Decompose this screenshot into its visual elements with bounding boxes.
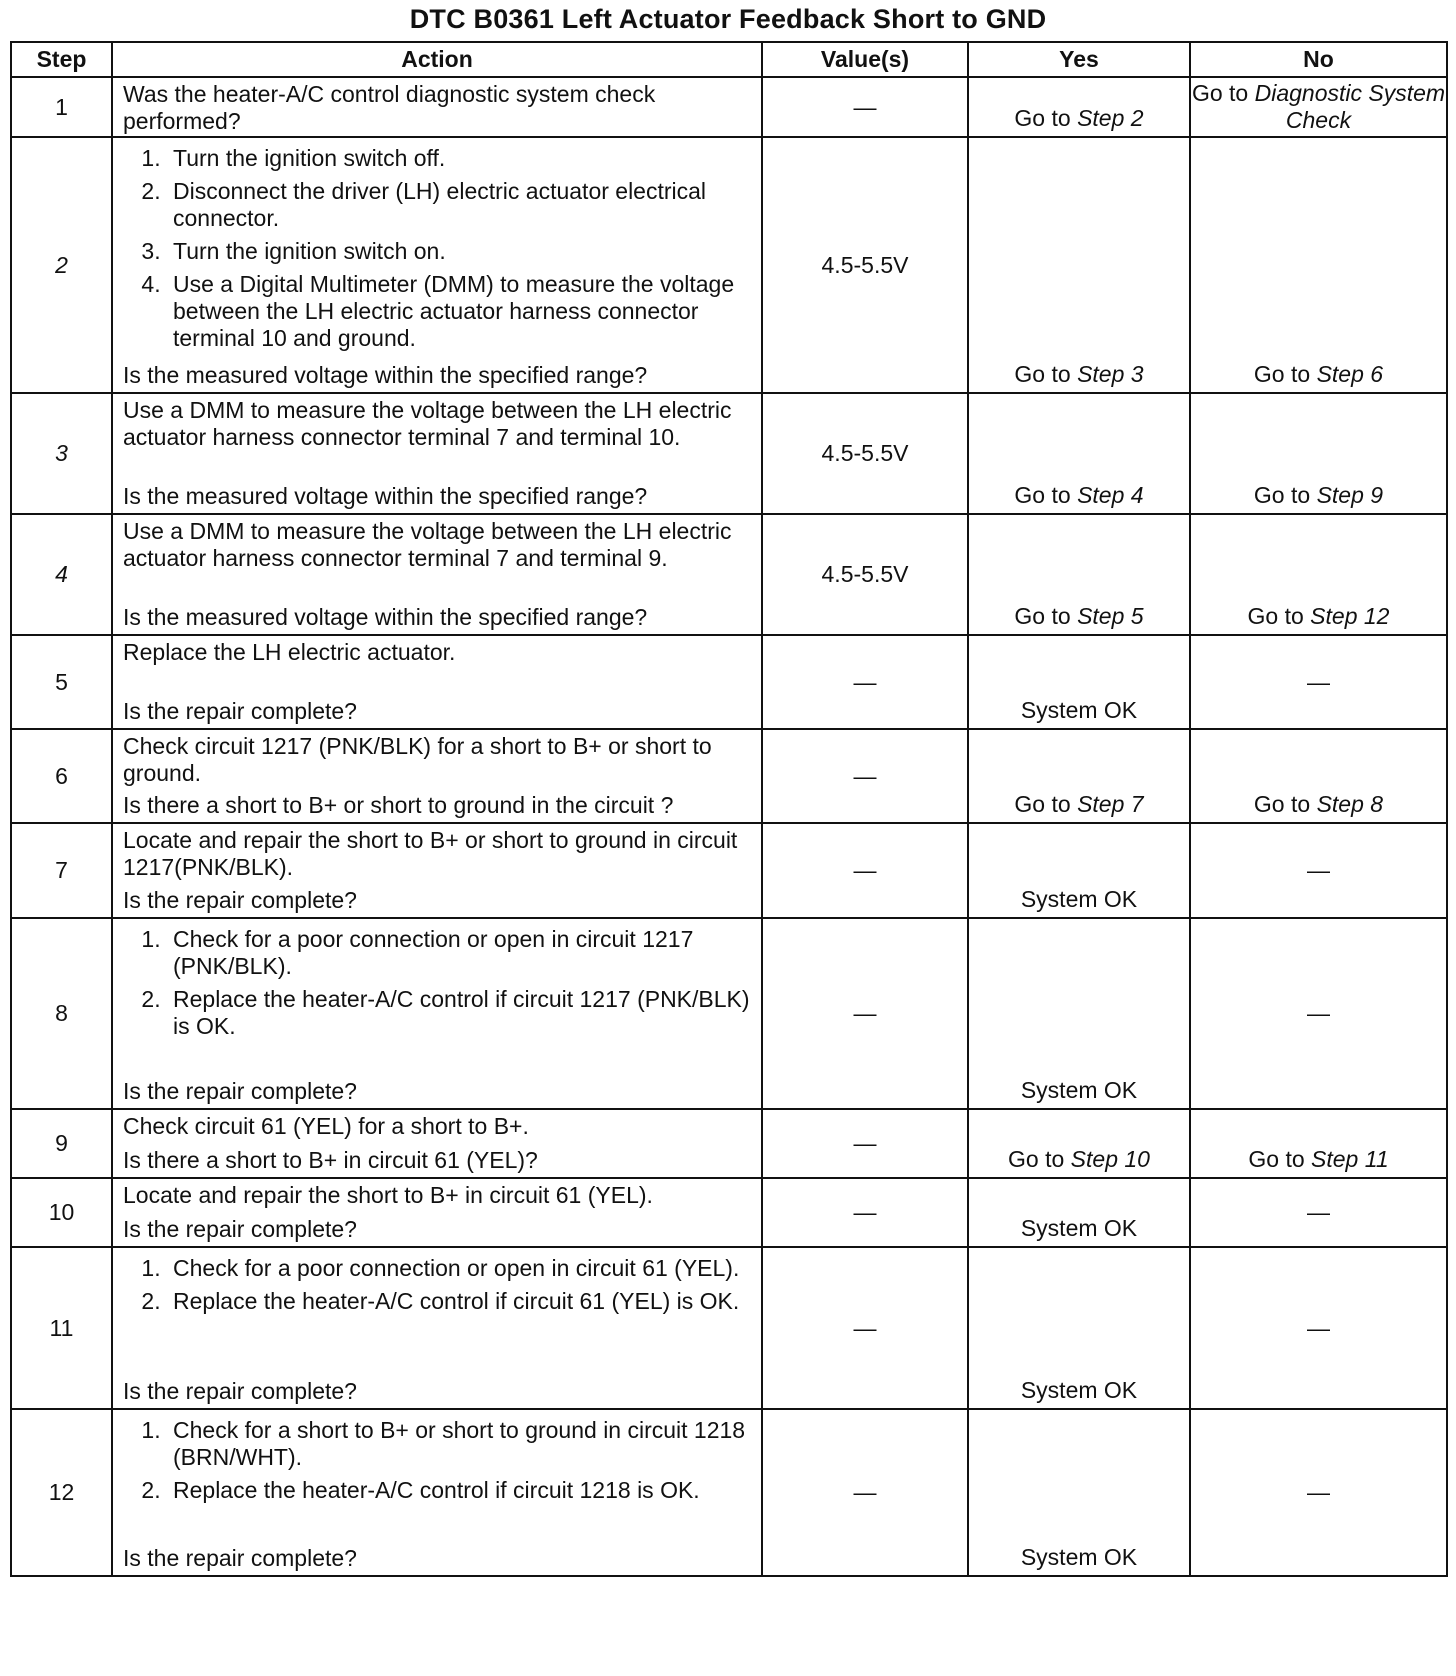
no-prefix: Go to [1253,791,1311,817]
action-text: Check circuit 61 (YEL) for a short to B+. [123,1113,529,1139]
no-result: — [1307,1199,1330,1225]
table-row [11,918,1447,1109]
value-text: 4.5-5.5V [821,561,909,587]
action-content [123,1182,751,1243]
step-number: 10 [48,1199,75,1225]
action-cell [112,137,762,393]
step-cell [11,823,112,918]
action-question: Is the repair complete? [123,1078,357,1104]
action-content [123,926,751,1105]
yes-step-link[interactable]: Step 7 [1077,791,1144,817]
yes-step-link[interactable]: Step 5 [1077,603,1144,629]
step-cell [11,1178,112,1247]
action-steps-list [123,1417,751,1504]
yes-outcome [969,1377,1189,1404]
value-cell [762,77,968,137]
action-question: Is the measured voltage within the specified range? [123,483,648,509]
yes-prefix: Go to [1014,105,1071,131]
no-step-link[interactable]: Step 11 [1311,1146,1389,1172]
yes-cell [968,729,1190,823]
no-step-link[interactable]: Step 8 [1316,791,1384,817]
yes-cell [968,137,1190,393]
value-cell [762,918,968,1109]
action-steps-list [123,1255,751,1315]
action-text: Use a DMM to measure the voltage between the LH electric actuator harness connector terminal 7 and terminal 10. [123,397,732,450]
header-step: Step [11,42,112,77]
yes-outcome [969,105,1189,132]
page-title: DTC B0361 Left Actuator Feedback Short to GND [409,4,1047,34]
action-cell [112,823,762,918]
yes-prefix: Go to [1014,603,1071,629]
value-cell [762,137,968,393]
yes-outcome [969,791,1189,818]
header-yes: Yes [968,42,1190,77]
no-result: — [1307,857,1330,883]
value-cell [762,729,968,823]
yes-cell [968,823,1190,918]
step-number: 12 [48,1479,75,1505]
table-header-row [11,42,1447,77]
yes-step-link[interactable]: Step 4 [1077,482,1144,508]
step-cell [11,1109,112,1178]
no-outcome [1191,603,1446,630]
no-prefix: Go to [1247,603,1304,629]
action-text: Locate and repair the short to B+ or short to ground in circuit 1217(PNK/BLK). [123,827,738,880]
table-row [11,393,1447,514]
yes-outcome [969,886,1189,913]
step-number: 11 [49,1314,74,1341]
value-text: 4.5-5.5V [821,440,909,466]
table-row [11,77,1447,137]
step-number: 7 [55,857,68,883]
action-step-item: 2. Replace the heater-A/C control if circuit 61 (YEL) is OK. [167,1288,751,1315]
action-cell [112,918,762,1109]
no-cell [1190,137,1447,393]
action-cell [112,1247,762,1409]
no-cell [1190,77,1447,137]
no-outcome [1191,1146,1446,1173]
action-step-item: 1. Check for a poor connection or open in circuit 1217 (PNK/BLK). [167,926,751,980]
no-step-link[interactable]: Step 12 [1310,603,1390,629]
yes-prefix: Go to [1014,791,1071,817]
yes-prefix: Go to [1014,482,1071,508]
no-prefix: Go to [1253,361,1311,387]
value-cell [762,823,968,918]
no-cell [1190,918,1447,1109]
action-question: Is the repair complete? [123,1216,357,1242]
table-row [11,1247,1447,1409]
step-number: 5 [55,668,68,695]
no-step-link[interactable]: Step 9 [1316,482,1384,508]
step-cell [11,393,112,514]
action-content [123,1113,751,1174]
action-cell [112,514,762,635]
action-content [123,518,751,631]
step-number: 1 [55,93,68,120]
step-number: 4 [55,561,68,587]
action-cell [112,77,762,137]
table-row [11,1178,1447,1247]
no-cell [1190,393,1447,514]
yes-cell [968,1109,1190,1178]
value-cell [762,1247,968,1409]
no-cell [1190,1109,1447,1178]
action-step-item: 2. Replace the heater-A/C control if circuit 1218 is OK. [167,1477,751,1504]
no-result: — [1307,1479,1330,1505]
table-body [11,77,1447,1576]
action-content [123,1417,751,1572]
value-text: — [853,668,877,695]
action-content [123,145,751,389]
no-cell [1190,729,1447,823]
yes-cell [968,918,1190,1109]
action-text: Check circuit 1217 (PNK/BLK) for a short to B+ or short to ground. [123,733,712,786]
value-cell [762,514,968,635]
action-content [123,81,751,133]
action-cell [112,1409,762,1576]
action-content [123,827,751,914]
yes-outcome [969,697,1189,724]
action-question: Is the measured voltage within the specified range? [123,604,648,630]
no-prefix: Go to [1248,1146,1305,1172]
yes-cell [968,635,1190,729]
action-content [123,397,751,510]
no-result: — [1307,1000,1330,1026]
yes-cell [968,514,1190,635]
yes-result: System OK [1020,1544,1138,1570]
no-cell [1190,1247,1447,1409]
yes-outcome [969,1544,1189,1571]
action-content [123,1255,751,1405]
no-cell [1190,514,1447,635]
value-cell [762,635,968,729]
step-cell [11,918,112,1109]
action-step-item: 1. Check for a poor connection or open in circuit 61 (YEL). [167,1255,751,1282]
value-cell [762,1409,968,1576]
action-step-item: 4. Use a Digital Multimeter (DMM) to measure the voltage between the LH electric actuator harness connector terminal 10 and ground. [167,271,751,352]
value-cell [762,1178,968,1247]
no-cell [1190,635,1447,729]
yes-cell [968,1409,1190,1576]
step-cell [11,635,112,729]
table-row [11,635,1447,729]
step-number: 9 [55,1130,68,1156]
yes-outcome [969,361,1189,388]
action-cell [112,1178,762,1247]
table-row [11,514,1447,635]
no-step-link[interactable]: Diagnostic System Check [1254,80,1446,133]
header-no: No [1190,42,1447,77]
table-row [11,1409,1447,1576]
diagnostic-table [10,41,1448,1577]
action-question: Is the repair complete? [123,1378,357,1404]
yes-cell [968,393,1190,514]
no-prefix: Go to [1191,80,1249,106]
no-outcome [1191,80,1446,134]
table-row [11,823,1447,918]
action-text: Was the heater-A/C control diagnostic system check performed? [123,81,656,134]
value-text: — [853,93,877,120]
yes-result: System OK [1020,1215,1138,1241]
action-cell [112,1109,762,1178]
yes-step-link[interactable]: Step 3 [1077,361,1144,387]
action-step-item: 2. Disconnect the driver (LH) electric actuator electrical connector. [167,178,751,232]
yes-result: System OK [1020,1077,1138,1103]
action-question: Is the repair complete? [123,698,357,724]
action-text: Replace the LH electric actuator. [123,639,456,665]
action-step-item: 2. Replace the heater-A/C control if circuit 1217 (PNK/BLK) is OK. [167,986,751,1040]
step-cell [11,77,112,137]
action-step-item: 1. Turn the ignition switch off. [167,145,751,172]
no-result: — [1307,668,1330,695]
header-values: Value(s) [762,42,968,77]
action-text: Locate and repair the short to B+ in circuit 61 (YEL). [123,1182,653,1208]
action-step-item: 1. Check for a short to B+ or short to ground in circuit 1218 (BRN/WHT). [167,1417,751,1471]
no-outcome [1191,361,1446,388]
step-cell [11,1247,112,1409]
no-cell [1190,1409,1447,1576]
yes-result: System OK [1020,886,1138,912]
yes-cell [968,1247,1190,1409]
yes-prefix: Go to [1008,1146,1065,1172]
no-prefix: Go to [1253,482,1311,508]
yes-outcome [969,1146,1189,1173]
step-number: 3 [55,440,68,466]
no-outcome [1191,791,1446,818]
action-content [123,733,751,819]
yes-step-link[interactable]: Step 2 [1077,105,1144,131]
yes-result: System OK [1020,697,1138,723]
value-cell [762,1109,968,1178]
action-question: Is the repair complete? [123,887,357,913]
value-text: — [853,1479,877,1505]
no-cell [1190,1178,1447,1247]
header-action: Action [112,42,762,77]
no-outcome [1191,482,1446,509]
action-question: Is there a short to B+ or short to ground in the circuit ? [123,792,674,818]
step-cell [11,137,112,393]
step-cell [11,729,112,823]
no-cell [1190,823,1447,918]
step-cell [11,514,112,635]
action-cell [112,729,762,823]
table-row [11,1109,1447,1178]
no-result: — [1307,1314,1330,1341]
step-cell [11,1409,112,1576]
yes-outcome [969,1077,1189,1104]
yes-outcome [969,482,1189,509]
action-text: Use a DMM to measure the voltage between the LH electric actuator harness connector terminal 7 and terminal 9. [123,518,732,571]
action-cell [112,393,762,514]
action-content [123,639,751,725]
value-text: — [853,1000,877,1026]
yes-step-link[interactable]: Step 10 [1070,1146,1150,1172]
yes-cell [968,1178,1190,1247]
action-step-item: 3. Turn the ignition switch on. [167,238,751,265]
action-question: Is there a short to B+ in circuit 61 (YEL)? [123,1147,538,1173]
value-text: — [853,857,877,883]
step-number: 8 [55,1000,68,1026]
no-step-link[interactable]: Step 6 [1316,361,1384,387]
yes-cell [968,77,1190,137]
yes-outcome [969,603,1189,630]
value-text: — [853,1314,877,1341]
value-text: — [853,1130,877,1156]
value-cell [762,393,968,514]
action-question: Is the measured voltage within the specified range? [123,362,648,388]
action-steps-list [123,145,751,352]
value-text: 4.5-5.5V [821,251,909,278]
value-text: — [853,762,877,789]
action-steps-list [123,926,751,1040]
yes-outcome [969,1215,1189,1242]
yes-prefix: Go to [1014,361,1071,387]
step-number: 2 [55,251,68,278]
action-question: Is the repair complete? [123,1545,357,1571]
yes-result: System OK [1020,1377,1138,1403]
table-row [11,729,1447,823]
step-number: 6 [55,762,68,789]
action-cell [112,635,762,729]
value-text: — [853,1199,877,1225]
table-row [11,137,1447,393]
